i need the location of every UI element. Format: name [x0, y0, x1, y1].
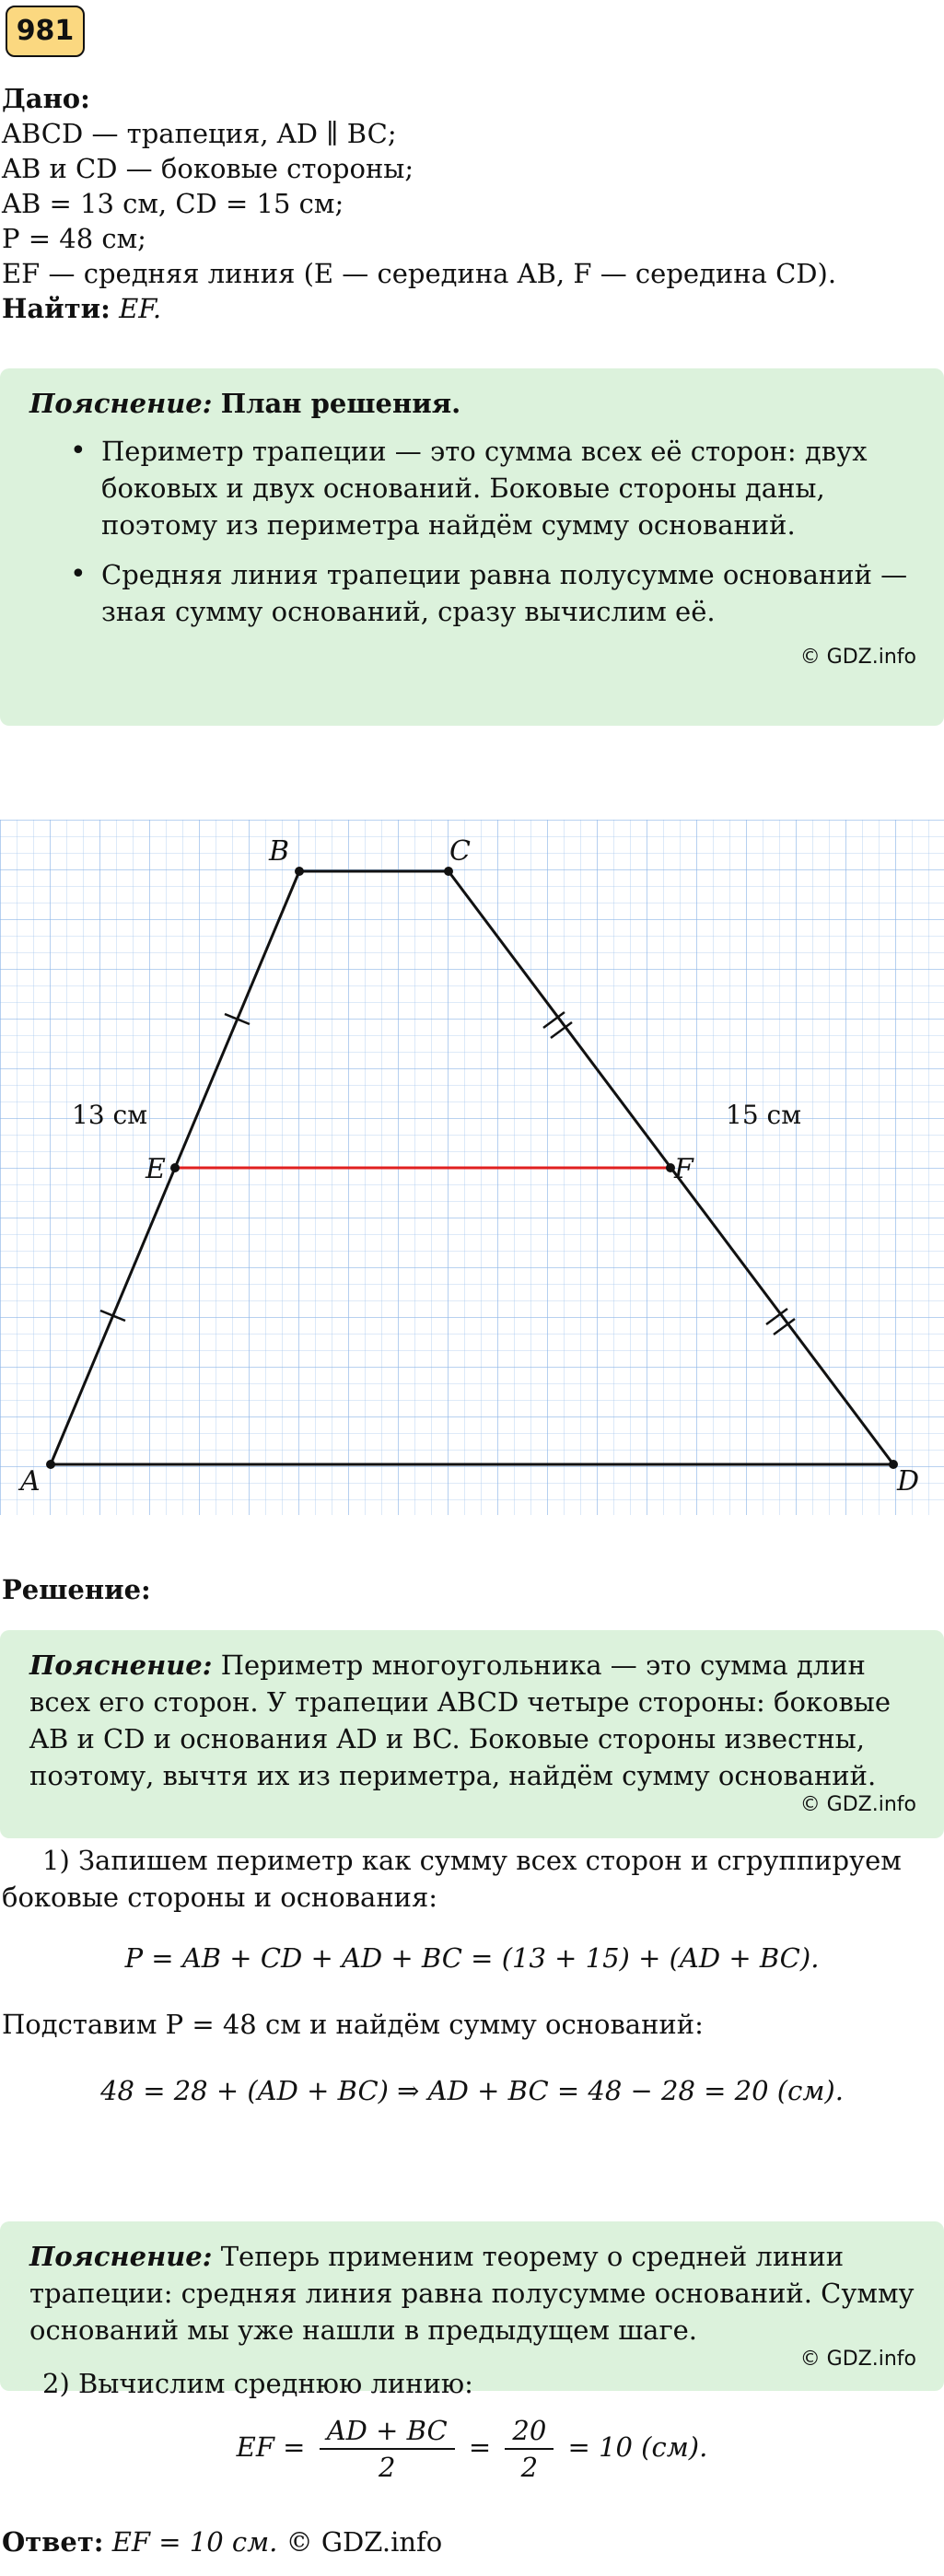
solution-explanation-box-1 — [0, 1630, 944, 1838]
solution-label: Решение: — [2, 1574, 151, 1605]
given-section — [2, 81, 932, 326]
plan-item-2: • Средняя линия трапеции равна полусумме оснований — зная сумму оснований, сразу вычислим её. — [29, 556, 916, 630]
plan-item-1: • Периметр трапеции — это сумма всех её сторон: двух боковых и двух оснований. Боковые стороны даны, поэтому из периметра найдём сумму оснований. — [29, 433, 916, 543]
plan-hint-label: Пояснение: — [29, 388, 213, 419]
fraction2-numerator: 20 — [505, 2413, 554, 2450]
answer-label: Ответ: — [2, 2526, 104, 2558]
step2-text: 2) Вычислим среднюю линию: — [42, 2368, 473, 2399]
box1-copyright: © GDZ.info — [799, 1793, 916, 1816]
answer-value: EF = 10 см. — [111, 2526, 278, 2558]
formula3-eq: = — [468, 2431, 492, 2463]
problem-number-badge: 981 — [6, 6, 85, 57]
label-a: A — [20, 1465, 41, 1498]
formula-midline — [0, 2413, 944, 2485]
plan-explanation-box — [0, 368, 944, 726]
box2-copyright: © GDZ.info — [799, 2348, 916, 2371]
label-b: B — [269, 835, 290, 868]
box1-text: Периметр многоугольника — это сумма длин всех его сторон. У трапеции ABCD четыре стороны: боковые AB и CD и основания AD и BC. Боковые стороны известны, поэтому, вычтя их из периметра, найдём сумму оснований. — [29, 1649, 892, 1791]
given-label: Дано: — [2, 83, 90, 114]
box1-hint-label: Пояснение: — [29, 1649, 213, 1681]
plan-copyright: © GDZ.info — [799, 646, 916, 669]
fraction-ad-bc — [320, 2413, 455, 2485]
fraction2-denominator: 2 — [520, 2452, 539, 2483]
step1-text: 1) Запишем периметр как сумму всех сторон и сгруппируем боковые стороны и основания: — [2, 1845, 902, 1913]
box2-hint-label: Пояснение: — [29, 2241, 213, 2272]
point-e — [170, 1163, 180, 1172]
vertex-b — [295, 867, 304, 876]
formula3-rhs: = 10 (см). — [567, 2431, 708, 2463]
substitute-text: Подставим P = 48 см и найдём сумму оснований: — [2, 2009, 704, 2040]
trapezoid-figure — [0, 820, 944, 1520]
label-c: C — [449, 835, 471, 868]
formula-sum-bases: 48 = 28 + (AD + BC) ⇒ AD + BC = 48 − 28 = 20 (см). — [100, 2075, 844, 2106]
answer-line — [2, 2524, 442, 2560]
formula3-lhs: EF = — [236, 2431, 306, 2463]
box2-text: Теперь применим теорему о средней линии трапеции: средняя линия равна полусумме оснований. Сумму оснований мы уже нашли в предыдущем шаге. — [29, 2241, 915, 2346]
vertex-c — [444, 867, 453, 876]
plan-list — [29, 433, 916, 630]
plan-title: План решения. — [220, 388, 461, 419]
answer-copyright: © GDZ.info — [286, 2526, 443, 2558]
given-line-3: AB = 13 см, CD = 15 см; — [2, 188, 344, 219]
find-line — [2, 291, 932, 326]
label-d: D — [897, 1465, 920, 1498]
given-line-1: ABCD — трапеция, AD ∥ BC; — [2, 118, 397, 149]
given-line-5: EF — средняя линия (E — середина AB, F — середина CD). — [2, 258, 837, 289]
fraction1-denominator: 2 — [378, 2452, 396, 2483]
label-f: F — [674, 1153, 693, 1185]
side-ab-length: 13 см — [72, 1100, 147, 1130]
formula-perimeter: P = AB + CD + AD + BC = (13 + 15) + (AD + BC). — [124, 1942, 820, 1974]
fraction1-numerator: AD + BC — [320, 2413, 455, 2450]
find-label: Найти: — [2, 293, 111, 324]
given-line-4: P = 48 см; — [2, 223, 146, 254]
side-cd-length: 15 см — [726, 1100, 801, 1130]
fraction-20-2 — [505, 2413, 554, 2485]
label-e: E — [146, 1153, 166, 1185]
given-line-2: AB и CD — боковые стороны; — [2, 153, 414, 184]
find-value: EF. — [119, 293, 162, 324]
vertex-a — [46, 1460, 55, 1469]
